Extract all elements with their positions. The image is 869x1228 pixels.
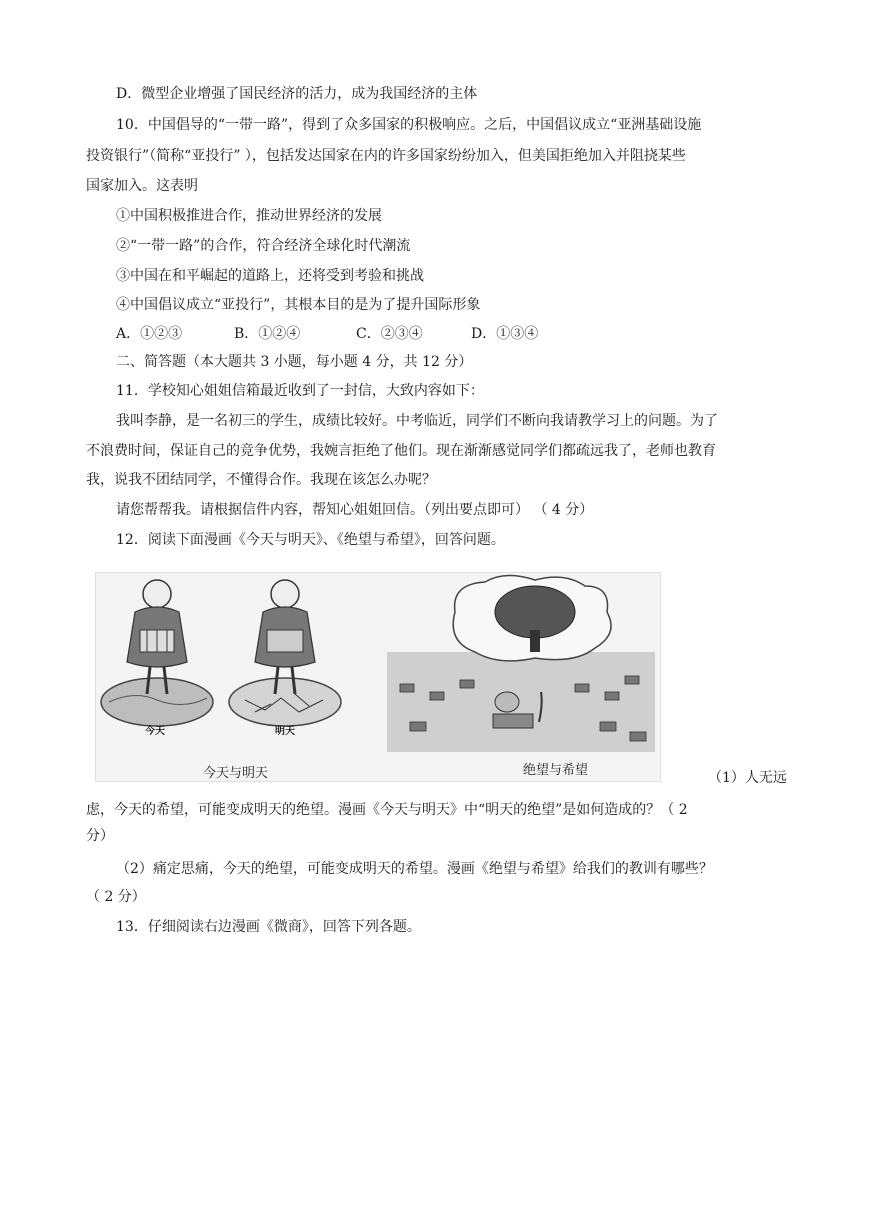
section-2-title: 二、简答题（本大题共 3 小题，每小题 4 分，共 12 分） [116, 354, 473, 370]
cartoon-figure [95, 572, 661, 782]
q10-item-3: ③中国在和平崛起的道路上，还将受到考验和挑战 [116, 268, 424, 284]
cartoon-caption-despair-hope: 绝望与希望 [523, 763, 589, 778]
q12-sub2-part-b: （ 2 分） [86, 889, 146, 905]
q10-item-2: ②“一带一路”的合作，符合经济全球化时代潮流 [116, 238, 411, 254]
q11-letter-line-3: 我，说我不团结同学，不懂得合作。我现在该怎么办呢？ [86, 472, 436, 488]
q10-item-4: ④中国倡议成立“亚投行”，其根本目的是为了提升国际形象 [116, 297, 481, 313]
q11-stem: 11．学校知心姐姐信箱最近收到了一封信，大致内容如下： [116, 383, 484, 399]
q13-stem: 13．仔细阅读右边漫画《微商》，回答下列各题。 [116, 919, 421, 935]
q11-letter-line-2: 不浪费时间，保证自己的竞争优势，我婉言拒绝了他们。现在渐渐感觉同学们都疏远我了，老师也教育 [86, 443, 716, 459]
q10-choice-b: B．①②④ [234, 326, 301, 342]
q12-sub1-part-b: 虑，今天的希望，可能变成明天的绝望。漫画《今天与明天》中“明天的绝望”是如何造成的？（ 2 [86, 802, 688, 818]
q10-stem-line-1: 10．中国倡导的“一带一路”，得到了众多国家的积极响应。之后，中国倡议成立“亚洲基础设施 [116, 117, 702, 133]
q10-item-1: ①中国积极推进合作，推动世界经济的发展 [116, 208, 382, 224]
q12-sub1-part-c: 分） [86, 828, 114, 844]
cartoon-caption-today-tomorrow: 今天与明天 [203, 766, 269, 781]
q9-option-d: D．微型企业增强了国民经济的活力，成为我国经济的主体 [116, 86, 478, 102]
cartoon-label-today: 今天 [145, 726, 165, 737]
q10-stem-line-3: 国家加入。这表明 [86, 178, 198, 194]
q10-choice-d: D．①③④ [471, 326, 539, 342]
q11-letter-line-1: 我叫李静，是一名初三的学生，成绩比较好。中考临近，同学们不断向我请教学习上的问题。为了 [116, 413, 718, 429]
q11-request: 请您帮帮我。请根据信件内容，帮知心姐姐回信。（列出要点即可） （ 4 分） [116, 502, 594, 518]
cartoon-label-tomorrow: 明天 [275, 726, 295, 737]
q10-stem-line-2: 投资银行”（简称“亚投行” ），包括发达国家在内的许多国家纷纷加入，但美国拒绝加入并阻挠某些 [86, 148, 686, 164]
q12-stem: 12．阅读下面漫画《今天与明天》、《绝望与希望》，回答问题。 [116, 532, 505, 548]
q10-choice-c: C．②③④ [356, 326, 423, 342]
q12-sub2-part-a: （2）痛定思痛，今天的绝望，可能变成明天的希望。漫画《绝望与希望》给我们的教训有哪些？ [116, 861, 713, 877]
q12-sub1-part-a: （1）人无远 [708, 770, 787, 786]
q10-choice-a: A．①②③ [116, 326, 183, 342]
